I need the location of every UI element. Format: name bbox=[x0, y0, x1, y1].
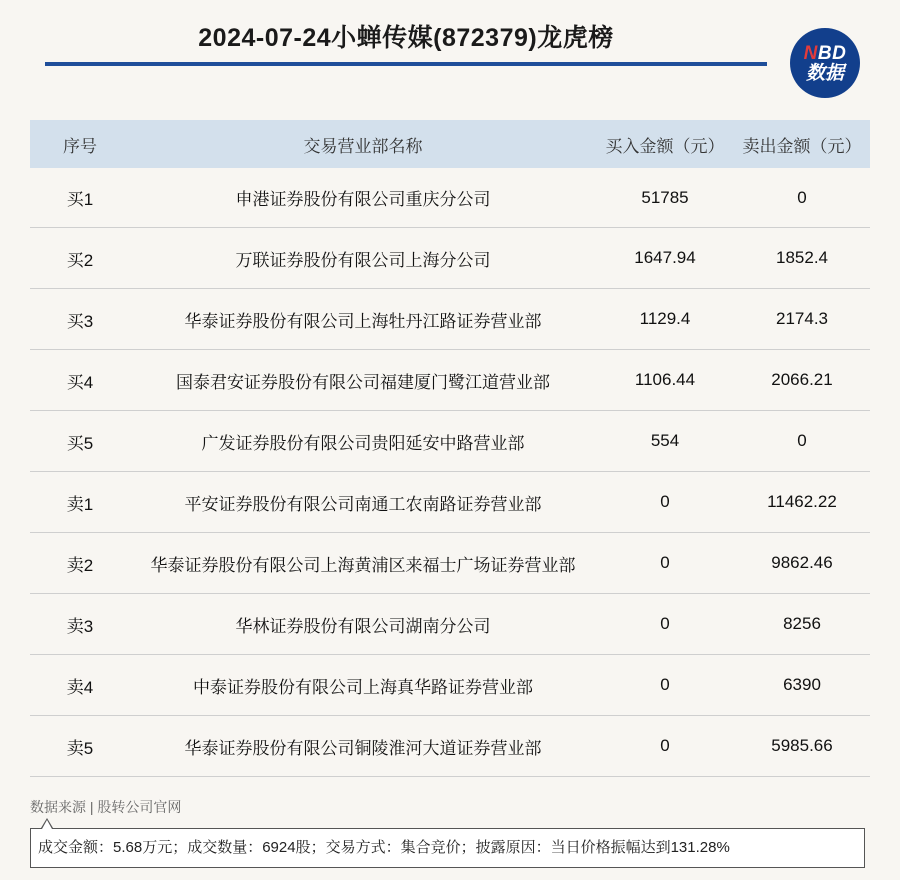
cell-branch: 申港证券股份有限公司重庆分公司 bbox=[235, 190, 491, 209]
column-header-index: 序号 bbox=[63, 136, 97, 156]
cell-index: 买5 bbox=[66, 433, 94, 453]
cell-sell-amount: 5985.66 bbox=[771, 736, 833, 755]
logo-text-nbd bbox=[804, 44, 847, 63]
cell-index: 买4 bbox=[66, 372, 94, 392]
cell-index: 买3 bbox=[66, 311, 94, 331]
cell-branch: 华泰证券股份有限公司上海牡丹江路证券营业部 bbox=[184, 311, 542, 331]
cell-sell-amount: 1852.4 bbox=[776, 248, 828, 267]
logo-text-data: 数据 bbox=[805, 62, 844, 84]
page-title: 2024-07-24小蝉传媒(872379)龙虎榜 bbox=[198, 24, 614, 52]
cell-index: 卖4 bbox=[66, 677, 94, 697]
cell-buy-amount: 51785 bbox=[641, 187, 689, 207]
note-pointer-fill bbox=[42, 820, 52, 829]
nbd-logo bbox=[790, 28, 860, 98]
title-divider bbox=[45, 62, 767, 66]
table-row bbox=[30, 168, 870, 228]
table-row bbox=[30, 472, 870, 533]
cell-index: 买2 bbox=[66, 250, 94, 270]
cell-sell-amount: 11462.22 bbox=[767, 492, 837, 511]
trade-summary-note: 成交金额：5.68万元；成交数量：6924股；交易方式：集合竞价；披露原因：当日价格振幅达到131.28% bbox=[30, 828, 865, 868]
cell-buy-amount: 0 bbox=[660, 553, 670, 572]
cell-sell-amount: 6390 bbox=[783, 675, 821, 694]
table-header bbox=[30, 120, 870, 168]
cell-buy-amount: 0 bbox=[660, 492, 670, 511]
column-header-buy: 买入金额（元） bbox=[605, 136, 725, 156]
cell-buy-amount: 1129.4 bbox=[639, 309, 691, 328]
cell-sell-amount: 9862.46 bbox=[771, 553, 833, 572]
data-source: 数据来源 | 股转公司官网 bbox=[30, 799, 182, 815]
cell-branch: 华泰证券股份有限公司上海黄浦区来福士广场证券营业部 bbox=[150, 555, 576, 575]
cell-branch: 中泰证券股份有限公司上海真华路证券营业部 bbox=[193, 677, 533, 697]
cell-sell-amount: 2174.3 bbox=[776, 309, 828, 328]
cell-index: 卖1 bbox=[66, 494, 94, 514]
cell-buy-amount: 0 bbox=[660, 614, 670, 633]
cell-branch: 国泰君安证券股份有限公司福建厦门鹭江道营业部 bbox=[176, 372, 550, 392]
logo-letters-bd: BD bbox=[817, 42, 847, 64]
cell-branch: 华泰证券股份有限公司铜陵淮河大道证券营业部 bbox=[184, 738, 542, 758]
logo-letter-n: N bbox=[803, 42, 818, 64]
table-row bbox=[30, 411, 870, 472]
cell-sell-amount: 8256 bbox=[783, 614, 821, 633]
cell-sell-amount: 0 bbox=[797, 431, 807, 450]
column-header-sell: 卖出金额（元） bbox=[742, 136, 862, 156]
cell-buy-amount: 1106.44 bbox=[634, 370, 696, 389]
cell-buy-amount: 0 bbox=[660, 736, 670, 755]
cell-index: 卖3 bbox=[66, 616, 94, 636]
table-row bbox=[30, 289, 870, 350]
cell-branch: 广发证券股份有限公司贵阳延安中路营业部 bbox=[201, 433, 525, 453]
table-row bbox=[30, 716, 870, 777]
cell-sell-amount: 2066.21 bbox=[771, 370, 833, 389]
table-row bbox=[30, 655, 870, 716]
table-body bbox=[30, 168, 870, 777]
cell-buy-amount: 1647.94 bbox=[634, 248, 696, 267]
cell-branch: 万联证券股份有限公司上海分公司 bbox=[235, 250, 491, 270]
cell-branch: 平安证券股份有限公司南通工农南路证券营业部 bbox=[184, 494, 542, 514]
table-row bbox=[30, 594, 870, 655]
cell-buy-amount: 0 bbox=[660, 675, 670, 694]
cell-branch: 华林证券股份有限公司湖南分公司 bbox=[235, 616, 491, 636]
cell-index: 卖2 bbox=[66, 555, 94, 575]
cell-index: 买1 bbox=[66, 190, 94, 209]
table-row bbox=[30, 350, 870, 411]
column-header-branch: 交易营业部名称 bbox=[303, 136, 423, 156]
dragon-tiger-table bbox=[30, 120, 870, 777]
cell-buy-amount: 554 bbox=[650, 431, 680, 450]
table-row bbox=[30, 228, 870, 289]
table-row bbox=[30, 533, 870, 594]
cell-sell-amount: 0 bbox=[797, 187, 807, 207]
cell-index: 卖5 bbox=[66, 738, 94, 758]
